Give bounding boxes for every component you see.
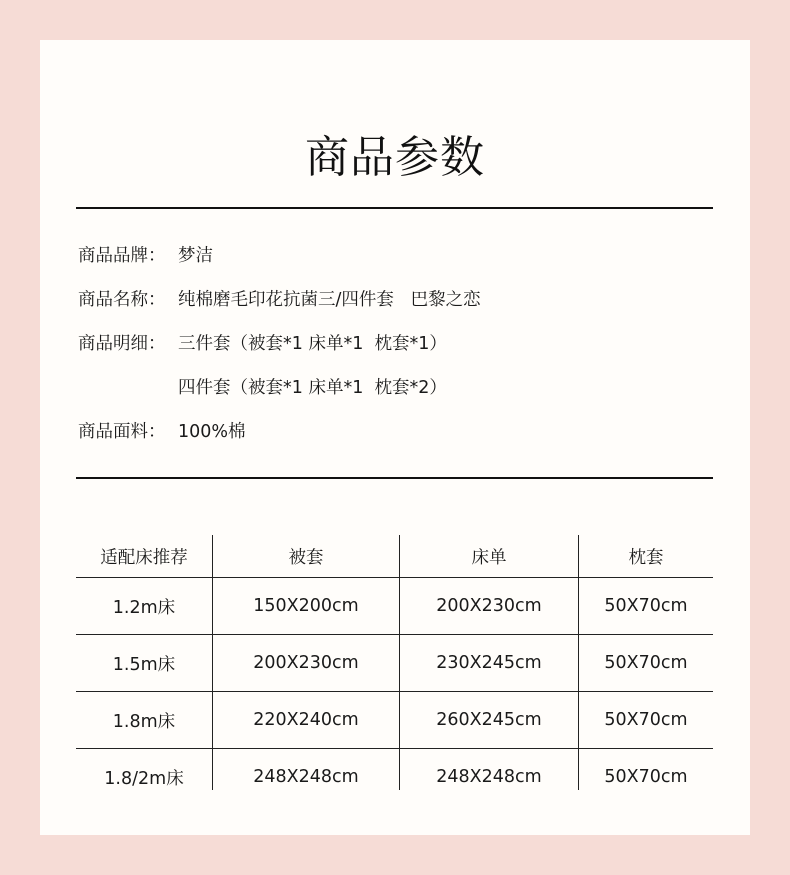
table-cell: 50X70cm xyxy=(604,710,688,730)
table-cell: 248X248cm xyxy=(436,767,542,787)
table-cell: 50X70cm xyxy=(604,767,688,787)
spec-label: 商品名称： xyxy=(78,290,166,310)
spec-label: 商品明细： xyxy=(78,334,166,354)
divider-bottom xyxy=(76,477,713,479)
table-cell: 50X70cm xyxy=(604,596,688,616)
table-cell: 1.5m床 xyxy=(112,654,176,675)
table-cell: 200X230cm xyxy=(436,596,542,616)
table-cell: 150X200cm xyxy=(253,596,359,616)
spec-label: 商品面料： xyxy=(78,422,166,442)
page-title: 商品参数 xyxy=(305,132,485,183)
spec-brand xyxy=(78,244,213,268)
table-cell: 1.8m床 xyxy=(112,711,176,732)
table-cell: 220X240cm xyxy=(253,710,359,730)
table-cell: 230X245cm xyxy=(436,653,542,673)
spec-detail xyxy=(78,332,447,356)
divider-top xyxy=(76,207,713,209)
size-table xyxy=(76,535,713,790)
spec-value: 纯棉磨毛印花抗菌三/四件套 巴黎之恋 xyxy=(178,290,481,310)
spec-fabric xyxy=(78,420,246,444)
spec-name xyxy=(78,288,481,312)
table-cell: 1.8/2m床 xyxy=(104,768,184,789)
spec-value: 梦洁 xyxy=(178,246,213,266)
spec-label: 商品品牌： xyxy=(78,246,166,266)
table-cell: 50X70cm xyxy=(604,653,688,673)
spec-value: 100%棉 xyxy=(178,422,246,442)
table-header-sheet: 床单 xyxy=(471,547,507,568)
table-header-pillowcase: 枕套 xyxy=(628,547,664,568)
table-cell: 260X245cm xyxy=(436,710,542,730)
spec-value: 三件套（被套*1 床单*1 枕套*1） xyxy=(178,334,447,354)
table-cell: 200X230cm xyxy=(253,653,359,673)
table-header-bed: 适配床推荐 xyxy=(100,547,188,568)
table-cell: 248X248cm xyxy=(253,767,359,787)
parameter-card xyxy=(40,40,750,835)
table-header-duvet: 被套 xyxy=(288,547,324,568)
table-cell: 1.2m床 xyxy=(112,597,176,618)
spec-value: 四件套（被套*1 床单*1 枕套*2） xyxy=(178,378,447,398)
